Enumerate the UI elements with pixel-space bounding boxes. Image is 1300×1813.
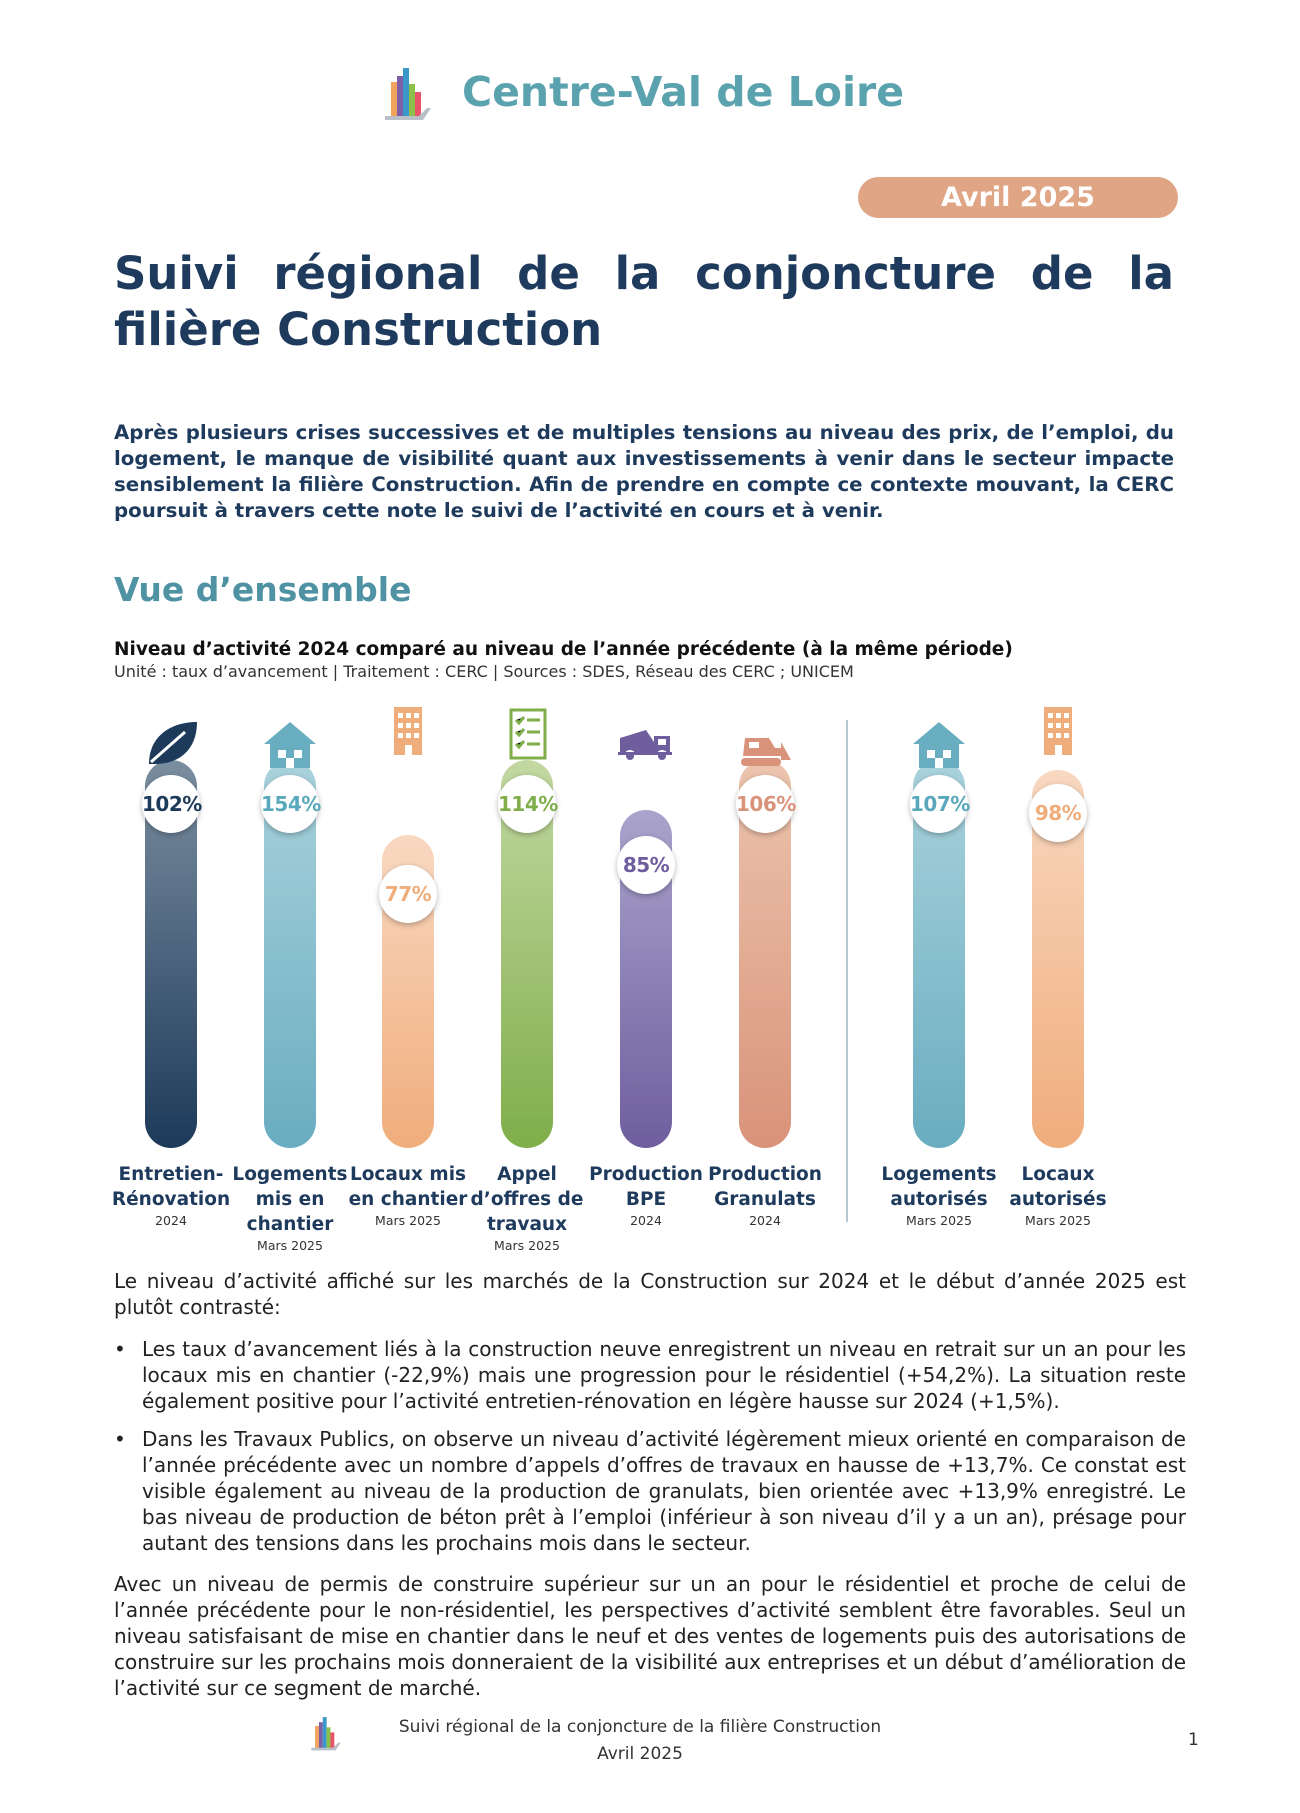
category-label	[105, 1162, 237, 1229]
chart-column	[467, 0, 587, 1300]
bullet-item: • Dans les Travaux Publics, on observe un niveau d’activité légèrement mieux orienté en comparaison de l’année précédente avec un nombre d’appels d’offres de travaux en hausse de +13,7%. Ce constat est visible également au niveau de la production de granulats, bien orientée avec +13,9% enregistré. Le bas niveau de production de béton prêt à l’emploi (inférieur à son niveau d’il y a un an), présage pour autant des tensions dans les prochains mois dans le secteur.	[114, 1426, 1186, 1556]
chart-column	[998, 0, 1118, 1300]
chart-title: Niveau d’activité 2024 comparé au niveau de l’année précédente (à la même période)	[114, 639, 1013, 660]
chart-column	[586, 0, 706, 1300]
chart-divider	[846, 720, 848, 1222]
house-icon	[260, 718, 320, 770]
data-label: 154%	[261, 775, 319, 833]
footer-logo	[310, 1716, 342, 1754]
data-label: 107%	[910, 775, 968, 833]
chart-column	[705, 0, 825, 1300]
chart-column	[230, 0, 350, 1300]
category-label	[461, 1162, 593, 1254]
concrete-mixer-truck-icon	[616, 718, 676, 770]
category-name: Locaux autorisés	[1009, 1164, 1107, 1210]
date-badge: Avril 2025	[858, 177, 1178, 218]
category-period: Mars 2025	[375, 1213, 441, 1228]
data-label: 106%	[736, 775, 794, 833]
category-name: Logements autorisés	[881, 1164, 997, 1210]
category-name: Appel d’offres de travaux	[470, 1164, 584, 1235]
bullet-item: • Les taux d’avancement liés à la construction neuve enregistrent un niveau en retrait sur un an pour les locaux mis en chantier (-22,9%) mais une progression pour le résidentiel (+54,2%). La situation reste également positive pour l’activité entretien-rénovation en légère hausse sur 2024 (+1,5%).	[114, 1336, 1186, 1414]
category-label	[580, 1162, 712, 1229]
bullet-list	[114, 1336, 1186, 1568]
footer-line-2: Avril 2025	[597, 1744, 683, 1764]
bulldozer-icon	[735, 720, 795, 772]
data-label: 98%	[1029, 784, 1087, 842]
category-period: 2024	[749, 1213, 781, 1228]
chart-column	[348, 0, 468, 1300]
checklist-icon	[497, 708, 557, 760]
page-title: Suivi régional de la conjoncture de la filière Construction	[114, 247, 1174, 356]
category-label	[873, 1162, 1005, 1229]
footer-text	[340, 1714, 940, 1768]
category-period: Mars 2025	[1025, 1213, 1091, 1228]
data-label: 77%	[379, 865, 437, 923]
category-period: Mars 2025	[257, 1238, 323, 1253]
category-period: Mars 2025	[494, 1238, 560, 1253]
data-label: 114%	[498, 775, 556, 833]
region-brand: Centre-Val de Loire	[462, 68, 905, 116]
body-paragraph-1: Le niveau d’activité affiché sur les marchés de la Construction sur 2024 et le début d’année 2025 est plutôt contrasté:	[114, 1269, 1186, 1319]
data-label: 85%	[617, 836, 675, 894]
footer-line-1: Suivi régional de la conjoncture de la filière Construction	[398, 1717, 882, 1737]
category-name: Production BPE	[589, 1164, 703, 1210]
category-label	[342, 1162, 474, 1229]
office-building-icon	[378, 705, 438, 757]
category-period: 2024	[630, 1213, 662, 1228]
house-icon	[909, 718, 969, 770]
page-number: 1	[1188, 1730, 1199, 1750]
chart-column	[879, 0, 999, 1300]
category-name: Entretien-Rénovation	[111, 1164, 231, 1210]
category-name: Locaux mis en chantier	[348, 1164, 468, 1210]
category-label	[992, 1162, 1124, 1229]
category-name: Production Granulats	[708, 1164, 822, 1210]
body-paragraph-2: Avec un niveau de permis de construire supérieur sur un an pour le résidentiel et proche de celui de l’année précédente pour le non-résidentiel, les perspectives d’activité semblent être favorables. Seul un niveau satisfaisant de mise en chantier dans le neuf et des ventes de logements puis des autorisations de construire sur les prochains mois donneraient de la visibilité aux entreprises et un début d’amélioration de l’activité sur ce segment de marché.	[114, 1572, 1186, 1700]
chart-column	[111, 0, 231, 1300]
category-period: Mars 2025	[906, 1213, 972, 1228]
category-label	[224, 1162, 356, 1254]
intro-paragraph: Après plusieurs crises successives et de multiples tensions au niveau des prix, de l’emploi, du logement, le manque de visibilité quant aux investissements à venir dans le secteur impacte sensiblement la filière Construction. Afin de prendre en compte ce contexte mouvant, la CERC poursuit à travers cette note le suivi de l’activité en cours et à venir.	[114, 421, 1174, 522]
data-label: 102%	[142, 775, 200, 833]
category-name: Logements mis en chantier	[232, 1164, 348, 1235]
leaf-icon	[141, 718, 201, 770]
section-heading: Vue d’ensemble	[114, 570, 412, 609]
office-building-icon	[1028, 705, 1088, 757]
chart-source-line: Unité : taux d’avancement | Traitement : CERC | Sources : SDES, Réseau des CERC ; UNICEM	[114, 662, 854, 681]
category-label	[699, 1162, 831, 1229]
category-period: 2024	[155, 1213, 187, 1228]
